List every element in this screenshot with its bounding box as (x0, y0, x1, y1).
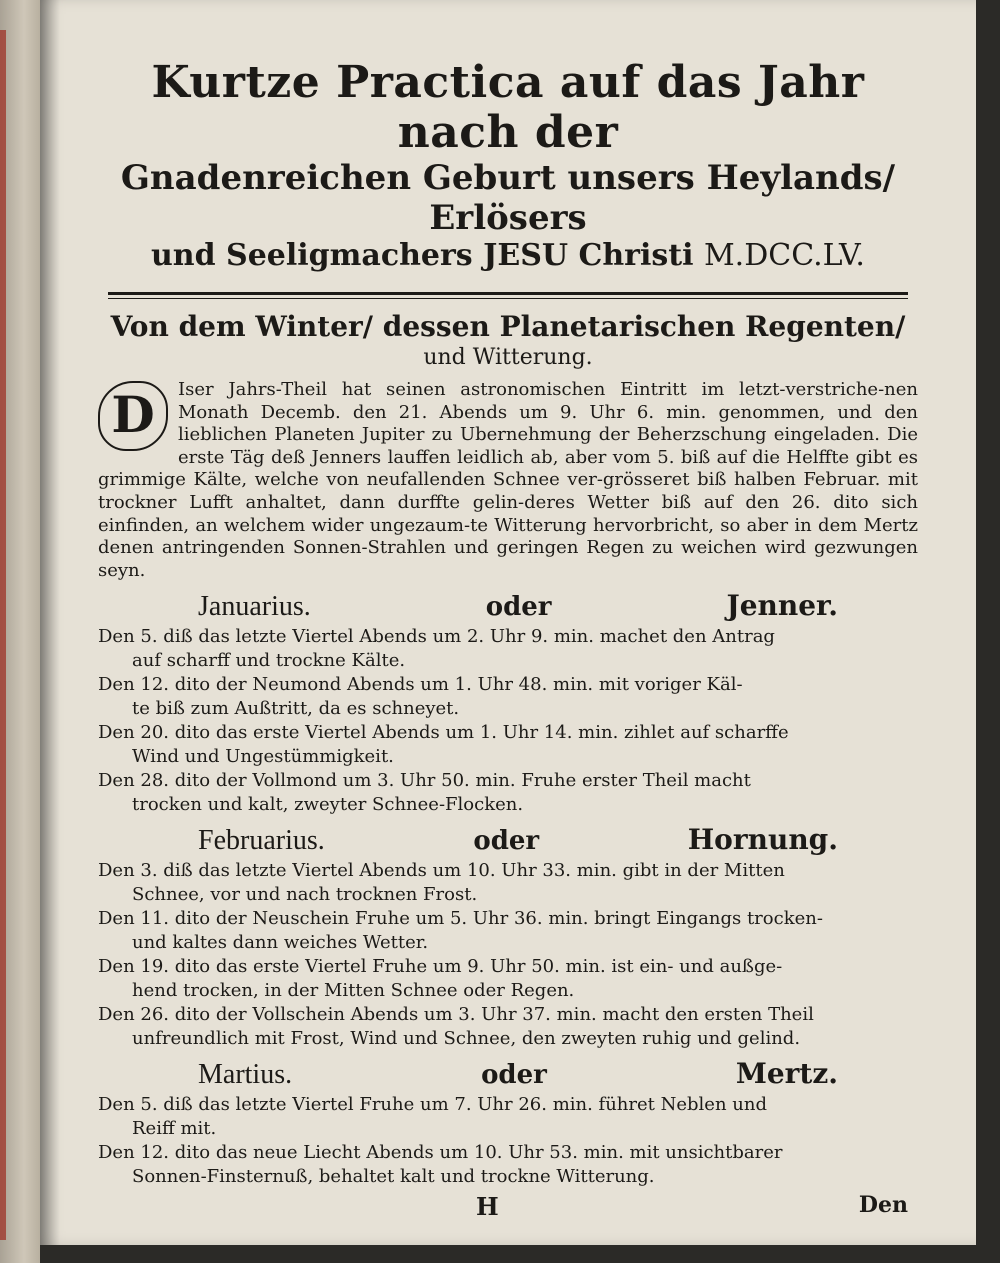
entry-first-line: Den 19. dito das erste Viertel Fruhe um 9. Uhr 50. min. ist ein- und außge- (98, 956, 783, 978)
list-item (98, 907, 918, 954)
entry-continuation: Reiff mit. (132, 1117, 217, 1139)
entry-continuation: te biß zum Außtritt, da es schneyet. (132, 697, 460, 719)
list-item (98, 1003, 918, 1050)
list-item (98, 769, 918, 816)
list-item (98, 625, 918, 672)
catchword: Den (858, 1192, 908, 1219)
list-item (98, 673, 918, 720)
month-heading-march (98, 1058, 918, 1091)
entry-first-line: Den 26. dito der Vollschein Abends um 3. Uhr 37. min. macht den ersten Theil (98, 1004, 814, 1026)
page-footer (98, 1192, 918, 1226)
intro-text: Iser Jahrs-Theil hat seinen astronomischen Eintritt im letzt-verstriche-nen Monath Decemb. den 21. Abends um 9. Uhr 6. min. genommen, und den lieblichen Planeten Jupiter zu Ubernehmung der Beherzschung eingeladen. Die erste Täg deß Jenners lauffen leidlich ab, aber vom 5. biß auf die Helffte gibt es grimmige Kälte, welche von neufallenden Schnee ver-grösseret biß halben Februar. mit trockner Lufft anhaltet, dann durffte gelin-deres Wetter biß auf den 26. dito sich einfinden, an welchem wider ungezaum-te Witterung hervorbricht, so aber in dem Mertz denen antringenden Sonnen-Strahlen und geringen Regen zu weichen wird gezwungen seyn. (98, 379, 918, 581)
entry-continuation: und kaltes dann weiches Wetter. (132, 931, 429, 953)
entry-first-line: Den 5. diß das letzte Viertel Fruhe um 7. Uhr 26. min. führet Neblen und (98, 1094, 767, 1116)
entry-first-line: Den 12. dito der Neumond Abends um 1. Uhr 48. min. mit voriger Käl- (98, 674, 743, 696)
month-heading-january (98, 590, 918, 623)
entry-first-line: Den 11. dito der Neuschein Fruhe um 5. Uhr 36. min. bringt Eingangs trocken- (98, 908, 823, 930)
red-edge-stripe (0, 30, 6, 1240)
title-line-1: Kurtze Practica auf das Jahr nach der (151, 57, 865, 158)
title-year: M.DCC.LV. (703, 238, 865, 273)
list-item (98, 721, 918, 768)
month-latin: Martius. (198, 1059, 293, 1091)
title-line-2: Gnadenreichen Geburt unsers Heylands/ Erlösers (120, 158, 896, 238)
month-german: Hornung. (687, 823, 838, 857)
list-item (98, 1141, 918, 1188)
entry-continuation: trocken und kalt, zweyter Schnee-Flocken. (132, 793, 524, 815)
entry-continuation: Sonnen-Finsternuß, behaltet kalt und trockne Witterung. (132, 1165, 655, 1187)
entry-first-line: Den 5. diß das letzte Viertel Abends um 2. Uhr 9. min. machet den Antrag (98, 626, 775, 648)
month-german: Mertz. (735, 1057, 838, 1091)
drop-cap-initial: D (98, 381, 168, 451)
entry-first-line: Den 28. dito der Vollmond um 3. Uhr 50. min. Fruhe erster Theil macht (98, 770, 751, 792)
section-heading: Von dem Winter/ dessen Planetarischen Regenten/ (110, 310, 906, 343)
month-heading-february (98, 824, 918, 857)
signature-mark: H (476, 1192, 499, 1222)
month-oder: oder (481, 1060, 547, 1091)
month-oder: oder (485, 592, 552, 623)
entry-first-line: Den 20. dito das erste Viertel Abends um 1. Uhr 14. min. zihlet auf scharffe (98, 722, 789, 744)
entry-continuation: auf scharff und trockne Kälte. (132, 649, 406, 671)
title-divider-rule (108, 292, 908, 299)
month-latin: Februarius. (198, 825, 325, 857)
entry-continuation: hend trocken, in der Mitten Schnee oder Regen. (132, 979, 575, 1001)
entry-continuation: Wind und Ungestümmigkeit. (132, 745, 394, 767)
spine-shadow (40, 0, 60, 1245)
list-item (98, 955, 918, 1002)
background-edge (976, 0, 1000, 1263)
entry-first-line: Den 3. diß das letzte Viertel Abends um 10. Uhr 33. min. gibt in der Mitten (98, 860, 785, 882)
list-item (98, 859, 918, 906)
month-german: Jenner. (726, 589, 838, 623)
entry-continuation: Schnee, vor und nach trocknen Frost. (132, 883, 478, 905)
page-content (98, 58, 918, 1226)
section-subheading: und Witterung. (423, 345, 593, 370)
month-oder: oder (473, 826, 540, 857)
month-latin: Januarius. (198, 591, 311, 623)
intro-paragraph (98, 379, 918, 582)
entry-first-line: Den 12. dito das neue Liecht Abends um 10. Uhr 53. min. mit unsichtbarer (98, 1142, 783, 1164)
title-line-3-text: und Seeligmachers JESU Christi (151, 238, 694, 273)
facing-page-edge (0, 0, 40, 1263)
list-item (98, 1093, 918, 1140)
entry-continuation: unfreundlich mit Frost, Wind und Schnee, den zweyten ruhig und gelind. (132, 1027, 801, 1049)
book-page (40, 0, 976, 1245)
title-line-3 (98, 238, 918, 274)
